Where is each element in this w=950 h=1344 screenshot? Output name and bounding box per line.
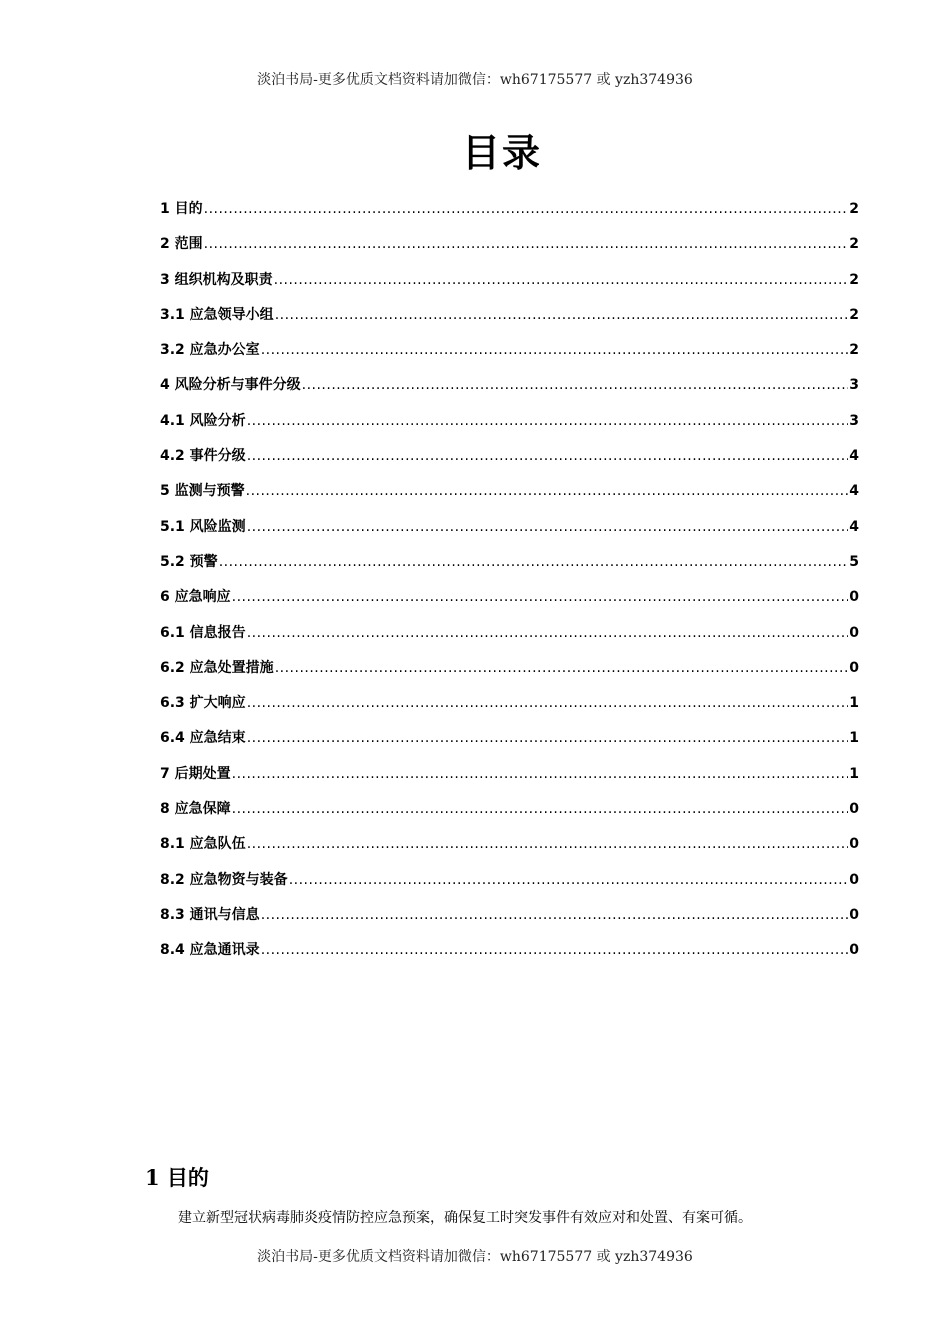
- toc-entry[interactable]: [160, 727, 859, 762]
- toc-entry[interactable]: [160, 939, 859, 974]
- toc-entry-page-number: 0: [849, 801, 859, 818]
- toc-entry[interactable]: [160, 304, 859, 339]
- toc-dot-leader: [247, 413, 849, 429]
- toc-entry-page-number: 0: [849, 942, 859, 959]
- toc-dot-leader: [219, 554, 849, 570]
- toc-entry-page-number: 0: [849, 659, 859, 676]
- toc-entry[interactable]: [160, 763, 859, 798]
- toc-dot-leader: [247, 836, 849, 852]
- toc-entry-page-number: 0: [849, 589, 859, 606]
- toc-dot-leader: [275, 660, 849, 676]
- toc-entry-label: 8.4 应急通讯录: [160, 942, 260, 959]
- toc-entry-label: 4.2 事件分级: [160, 448, 246, 465]
- toc-entry[interactable]: [160, 445, 859, 480]
- toc-entry[interactable]: [160, 904, 859, 939]
- toc-dot-leader: [247, 625, 849, 641]
- toc-entry-page-number: 1: [849, 730, 859, 747]
- toc-entry-label: 6.3 扩大响应: [160, 695, 246, 712]
- toc-entry-page-number: 3: [849, 377, 859, 394]
- toc-dot-leader: [232, 766, 849, 782]
- toc-entry-page-number: 1: [849, 765, 859, 782]
- toc-entry-label: 6.1 信息报告: [160, 624, 246, 641]
- toc-entry-label: 6 应急响应: [160, 589, 231, 606]
- toc-entry[interactable]: [160, 833, 859, 868]
- toc-entry-page-number: 0: [849, 906, 859, 923]
- toc-entry[interactable]: [160, 869, 859, 904]
- toc-entry-label: 3.1 应急领导小组: [160, 306, 274, 323]
- toc-entry-page-number: 4: [849, 518, 859, 535]
- toc-entry-label: 4.1 风险分析: [160, 412, 246, 429]
- toc-entry-label: 5 监测与预警: [160, 483, 245, 500]
- footer-watermark: 淡泊书局-更多优质文档资料请加微信：wh67175577 或 yzh374936: [257, 1249, 693, 1265]
- toc-entry[interactable]: [160, 233, 859, 268]
- toc-entry[interactable]: [160, 480, 859, 515]
- toc-dot-leader: [204, 201, 849, 217]
- toc-entry-page-number: 2: [849, 271, 859, 288]
- toc-entry-label: 3.2 应急办公室: [160, 342, 260, 359]
- toc-dot-leader: [274, 272, 849, 288]
- toc-entry-label: 2 范围: [160, 236, 203, 253]
- toc-entry[interactable]: [160, 269, 859, 304]
- toc-entry-page-number: 2: [849, 306, 859, 323]
- toc-entry-label: 4 风险分析与事件分级: [160, 377, 301, 394]
- toc-entry[interactable]: [160, 551, 859, 586]
- toc-entry-label: 5.2 预警: [160, 553, 218, 570]
- toc-entry-label: 1 目的: [160, 201, 203, 217]
- toc-entry-label: 8.2 应急物资与装备: [160, 871, 288, 888]
- toc-entry[interactable]: [160, 374, 859, 409]
- toc-entry[interactable]: [160, 657, 859, 692]
- toc-entry-label: 7 后期处置: [160, 765, 231, 782]
- toc-dot-leader: [204, 236, 849, 252]
- toc-dot-leader: [232, 801, 849, 817]
- toc-entry-page-number: 4: [849, 448, 859, 465]
- toc-entry-label: 3 组织机构及职责: [160, 271, 273, 288]
- toc-entry[interactable]: [160, 622, 859, 657]
- toc-dot-leader: [247, 695, 849, 711]
- toc-entry[interactable]: [160, 516, 859, 551]
- toc-entry-page-number: 0: [849, 871, 859, 888]
- toc-dot-leader: [261, 942, 849, 958]
- toc-entry[interactable]: [160, 339, 859, 374]
- toc-entry-page-number: 0: [849, 836, 859, 853]
- toc-entry-label: 6.2 应急处置措施: [160, 659, 274, 676]
- toc-entry-page-number: 1: [849, 695, 859, 712]
- toc-entry[interactable]: [160, 586, 859, 621]
- table-of-contents: [160, 198, 859, 975]
- toc-dot-leader: [261, 907, 849, 923]
- toc-dot-leader: [246, 483, 849, 499]
- toc-entry[interactable]: [160, 410, 859, 445]
- toc-entry-label: 6.4 应急结束: [160, 730, 246, 747]
- toc-entry-label: 5.1 风险监测: [160, 518, 246, 535]
- toc-entry-label: 8 应急保障: [160, 801, 231, 818]
- toc-title: 目录: [461, 130, 542, 175]
- toc-dot-leader: [275, 307, 849, 323]
- toc-entry-page-number: 0: [849, 624, 859, 641]
- toc-dot-leader: [289, 872, 849, 888]
- toc-entry-page-number: 2: [849, 342, 859, 359]
- header-watermark: 淡泊书局-更多优质文档资料请加微信：wh67175577 或 yzh374936: [257, 72, 693, 88]
- toc-dot-leader: [247, 730, 849, 746]
- toc-entry-page-number: 2: [849, 236, 859, 253]
- toc-entry-page-number: 5: [849, 553, 859, 570]
- toc-entry[interactable]: [160, 798, 859, 833]
- section-heading: 1 目的: [145, 1165, 209, 1190]
- toc-dot-leader: [261, 342, 849, 358]
- toc-entry[interactable]: [160, 198, 859, 233]
- toc-entry[interactable]: [160, 692, 859, 727]
- toc-entry-page-number: 4: [849, 483, 859, 500]
- toc-entry-label: 8.3 通讯与信息: [160, 906, 260, 923]
- toc-dot-leader: [247, 519, 849, 535]
- toc-dot-leader: [232, 589, 849, 605]
- toc-entry-page-number: 3: [849, 412, 859, 429]
- toc-dot-leader: [302, 377, 849, 393]
- toc-entry-label: 8.1 应急队伍: [160, 836, 246, 853]
- body-paragraph: 建立新型冠状病毒肺炎疫情防控应急预案，确保复工时突发事件有效应对和处置、有案可循。: [178, 1210, 752, 1226]
- toc-dot-leader: [247, 448, 849, 464]
- toc-entry-page-number: 2: [849, 201, 859, 217]
